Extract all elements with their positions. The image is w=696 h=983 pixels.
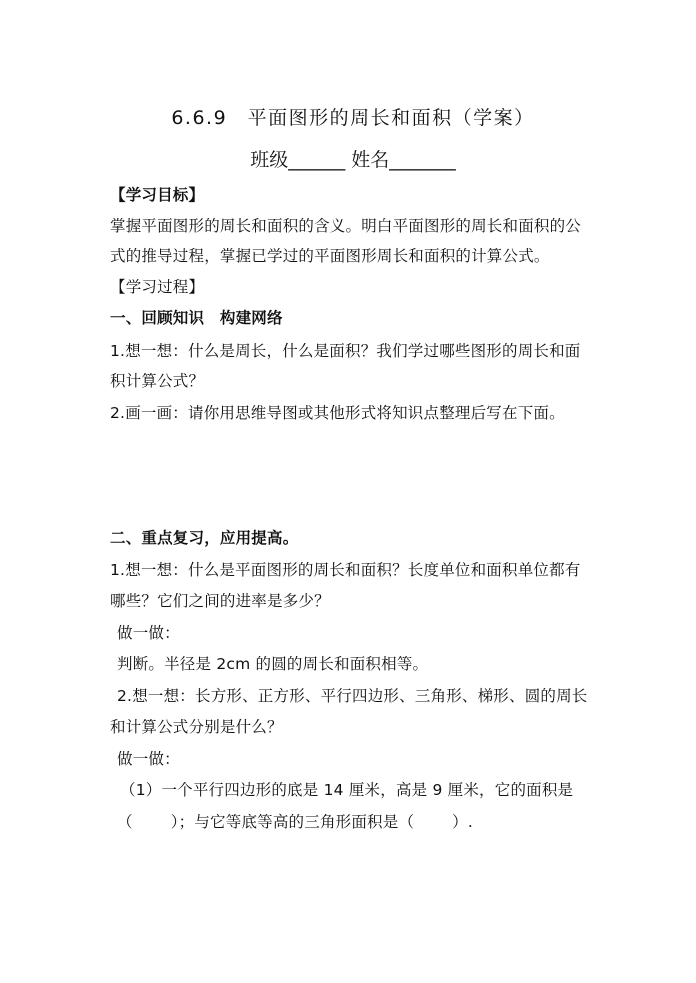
- ex1-close-text: ）.: [452, 813, 473, 831]
- class-name-line: 班级______ 姓名_______: [250, 149, 456, 171]
- part1-q2-line-1: 2.画一画：请你用思维导图或其他形式将知识点整理后写在下面。: [110, 404, 565, 422]
- part2-ex1-line-2: [117, 811, 593, 833]
- part2-do2-label: 做一做：: [117, 750, 180, 768]
- part1-q1-line-2: 积计算公式？: [110, 372, 205, 390]
- part2-q2-line-1: 2.想一想：长方形、正方形、平行四边形、三角形、梯形、圆的周长: [117, 687, 588, 705]
- part1-heading: 一、回顾知识 构建网络: [110, 309, 283, 327]
- part2-q2-line-2: 和计算公式分别是什么？: [110, 718, 283, 736]
- part1-q1-line-1: 1.想一想：什么是周长，什么是面积？我们学过哪些图形的周长和面: [110, 342, 581, 360]
- part2-q1-line-2: 哪些？它们之间的进率是多少？: [110, 592, 330, 610]
- page-title: 6.6.9 平面图形的周长和面积（学案）: [171, 107, 535, 129]
- part2-do1-label: 做一做：: [117, 624, 180, 642]
- part2-q1-line-1: 1.想一想：什么是平面图形的周长和面积？长度单位和面积单位都有: [110, 561, 581, 579]
- ex1-middle-text: ）；与它等底等高的三角形面积是（: [170, 813, 415, 831]
- learning-process-heading: 【学习过程】: [110, 278, 205, 296]
- goal-text-line-2: 式的推导过程，掌握已学过的平面图形周长和面积的计算公式。: [110, 247, 550, 265]
- part2-ex1-line-1: （1）一个平行四边形的底是 14 厘米，高是 9 厘米，它的面积是: [120, 781, 574, 799]
- part2-heading: 二、重点复习，应用提高。: [110, 529, 299, 547]
- goal-text-line-1: 掌握平面图形的周长和面积的含义。明白平面图形的周长和面积的公: [110, 217, 582, 235]
- part2-do1-text: 判断。半径是 2cm 的圆的周长和面积相等。: [117, 655, 429, 673]
- ex1-open-paren-1: （: [117, 813, 133, 831]
- learning-goal-heading: 【学习目标】: [110, 186, 205, 204]
